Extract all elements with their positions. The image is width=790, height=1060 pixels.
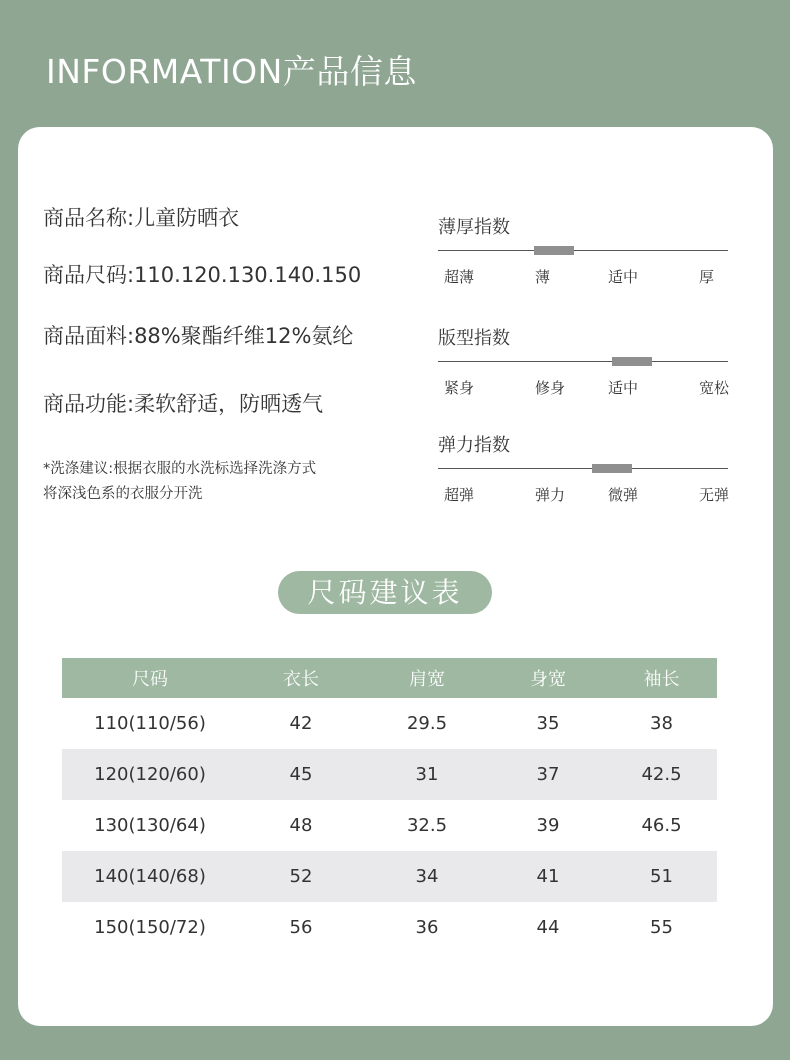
column-header-size: 尺码: [62, 658, 238, 698]
thickness-index-marker: [534, 246, 574, 255]
product-sizes: 商品尺码:110.120.130.140.150: [43, 263, 362, 287]
product-fabric: 商品面料:88%聚酯纤维12%氨纶: [43, 324, 354, 348]
table-cell: 36: [415, 917, 439, 938]
table-cell: 110(110/56): [94, 713, 206, 734]
table-cell: 130(130/64): [94, 815, 206, 836]
fit-label-2: 修身: [535, 379, 566, 397]
product-name: 商品名称:儿童防晒衣: [43, 206, 240, 230]
table-cell: 56: [289, 917, 313, 938]
elasticity-label-2: 弹力: [535, 486, 566, 504]
table-header-row: [62, 658, 717, 698]
product-function: 商品功能:柔软舒适，防晒透气: [43, 392, 324, 416]
elasticity-index-marker: [592, 464, 632, 473]
elasticity-index-scale: [438, 468, 728, 469]
table-cell: 37: [490, 749, 606, 800]
table-cell: 38: [650, 713, 673, 734]
table-row: [62, 800, 717, 851]
table-cell: 35: [536, 713, 560, 734]
table-cell: 32.5: [406, 815, 448, 836]
fit-index-scale: [438, 361, 728, 362]
elasticity-label-3: 微弹: [608, 486, 639, 504]
thickness-index-title: 薄厚指数: [438, 217, 510, 238]
table-cell: 44: [536, 917, 560, 938]
size-chart-title: 尺码建议表: [278, 571, 492, 614]
table-row: [62, 698, 717, 749]
thickness-label-4: 厚: [699, 268, 715, 286]
table-row: [62, 749, 717, 800]
thickness-label-2: 薄: [535, 268, 551, 286]
column-header-chest: 身宽: [490, 658, 606, 698]
table-cell: 42: [289, 713, 313, 734]
table-cell: 46.5: [641, 815, 682, 836]
size-chart-table: [62, 658, 717, 953]
fit-index-title: 版型指数: [438, 328, 510, 349]
table-cell: 150(150/72): [94, 917, 206, 938]
table-cell: 42.5: [606, 749, 717, 800]
thickness-label-1: 超薄: [444, 268, 475, 286]
table-cell: 52: [238, 851, 364, 902]
table-cell: 29.5: [406, 713, 448, 734]
table-cell: 34: [364, 851, 490, 902]
table-cell: 39: [536, 815, 560, 836]
fit-index-marker: [612, 357, 652, 366]
table-cell: 45: [238, 749, 364, 800]
column-header-length: 衣长: [238, 658, 364, 698]
elasticity-label-1: 超弹: [444, 486, 475, 504]
column-header-shoulder: 肩宽: [364, 658, 490, 698]
table-row: [62, 902, 717, 953]
table-cell: 41: [490, 851, 606, 902]
table-cell: 120(120/60): [62, 749, 238, 800]
info-card: [18, 127, 773, 1026]
fit-label-4: 宽松: [699, 379, 730, 397]
thickness-label-3: 适中: [608, 268, 639, 286]
thickness-index-scale: [438, 250, 728, 251]
wash-advice-line-2: 将深浅色系的衣服分开洗: [43, 486, 203, 502]
table-cell: 48: [289, 815, 313, 836]
table-cell: 55: [650, 917, 673, 938]
page-title: INFORMATION产品信息: [46, 52, 417, 91]
wash-advice: [43, 457, 316, 507]
column-header-sleeve: 袖长: [606, 658, 717, 698]
fit-label-3: 适中: [608, 379, 639, 397]
elasticity-label-4: 无弹: [699, 486, 730, 504]
table-cell: 140(140/68): [62, 851, 238, 902]
table-row: [62, 851, 717, 902]
fit-label-1: 紧身: [444, 379, 475, 397]
table-cell: 31: [364, 749, 490, 800]
elasticity-index-title: 弹力指数: [438, 435, 510, 456]
wash-advice-line-1: *洗涤建议:根据衣服的水洗标选择洗涤方式: [43, 461, 317, 477]
table-cell: 51: [606, 851, 717, 902]
